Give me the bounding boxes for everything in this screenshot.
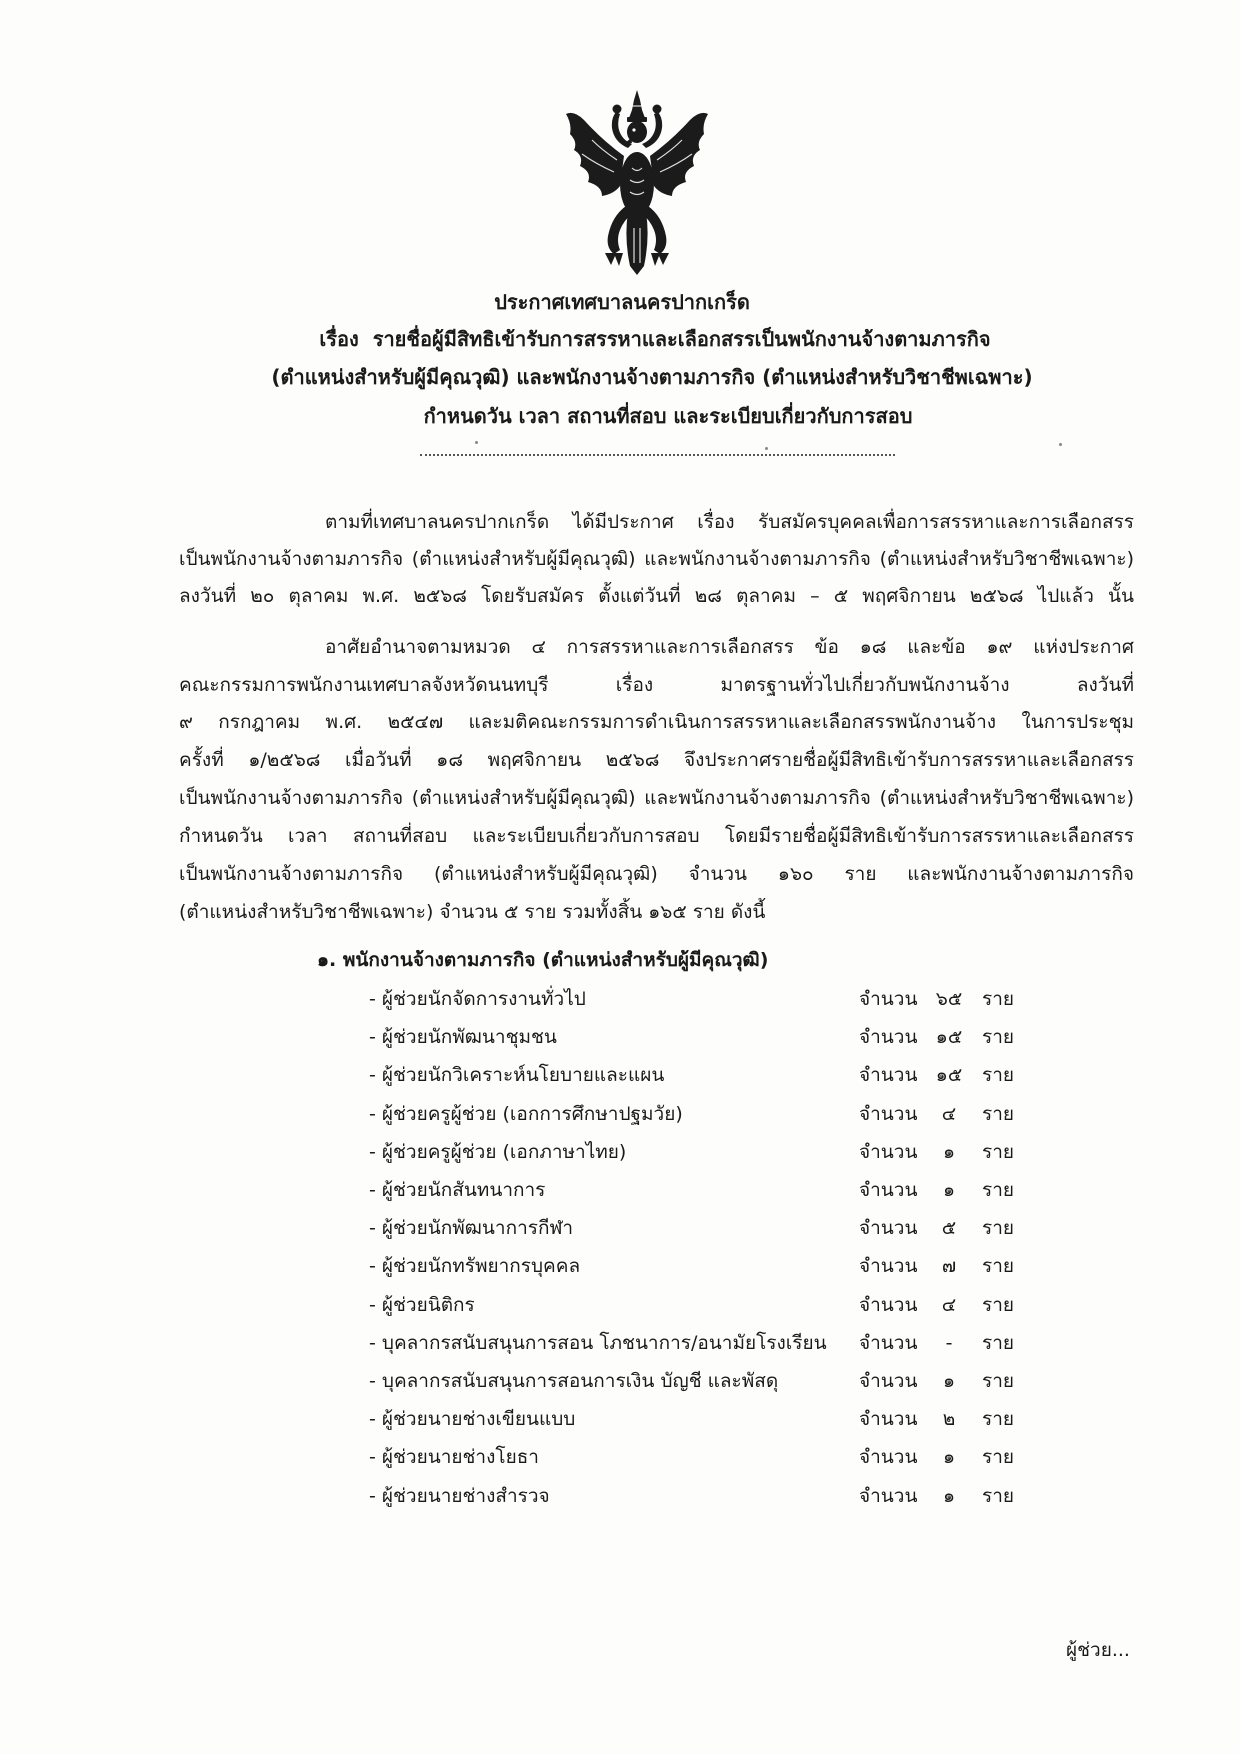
- count-value: ๔: [941, 1294, 957, 1316]
- list-item: [369, 1057, 1029, 1093]
- list-item: [369, 1287, 1029, 1323]
- scan-speck: [765, 447, 768, 450]
- paragraph-2-line-4: ครั้งที่ ๑/๒๕๖๘ เมื่อวันที่ ๑๘ พฤศจิกายน ๒๕๖๘ จึงประกาศรายชื่อผู้มีสิทธิเข้ารับการสรรหาและเลือกสรร: [179, 749, 1134, 771]
- list-item: [369, 1019, 1029, 1055]
- count-label: จำนวน: [859, 1332, 918, 1354]
- count-value: ๑: [942, 1370, 956, 1392]
- garuda-emblem: [562, 88, 712, 278]
- count-value: -: [945, 1332, 953, 1354]
- position-name: - ผู้ช่วยนักวิเคราะห์นโยบายและแผน: [369, 1064, 665, 1086]
- count-value: ๑: [942, 1485, 956, 1507]
- count-value: ๑: [942, 1179, 956, 1201]
- list-item: [369, 1248, 1029, 1284]
- list-item: [369, 1363, 1029, 1399]
- list-item: [369, 1134, 1029, 1170]
- unit-label: ราย: [982, 1103, 1015, 1125]
- unit-label: ราย: [982, 1026, 1015, 1048]
- count-label: จำนวน: [859, 1064, 918, 1086]
- paragraph-2-line-8: (ตำแหน่งสำหรับวิชาชีพเฉพาะ) จำนวน ๕ ราย รวมทั้งสิ้น ๑๖๕ ราย ดังนี้: [179, 901, 766, 923]
- list-item: [369, 981, 1029, 1017]
- count-label: จำนวน: [859, 1141, 918, 1163]
- section-1-heading: ๑. พนักงานจ้างตามภารกิจ (ตำแหน่งสำหรับผู้มีคุณวุฒิ): [317, 949, 769, 971]
- subject-line-3: กำหนดวัน เวลา สถานที่สอบ และระเบียบเกี่ยวกับการสอบ: [423, 404, 913, 428]
- position-name: - ผู้ช่วยนิติกร: [369, 1294, 475, 1316]
- position-name: - ผู้ช่วยนักพัฒนาการกีฬา: [369, 1217, 574, 1239]
- position-name: - บุคลากรสนับสนุนการสอน โภชนาการ/อนามัยโรงเรียน: [369, 1332, 827, 1354]
- unit-label: ราย: [982, 1332, 1015, 1354]
- count-label: จำนวน: [859, 1179, 918, 1201]
- position-name: - ผู้ช่วยนายช่างสำรวจ: [369, 1485, 550, 1507]
- position-name: - ผู้ช่วยนักจัดการงานทั่วไป: [369, 988, 586, 1010]
- scan-speck: [1059, 443, 1062, 446]
- count-label: จำนวน: [859, 1217, 918, 1239]
- unit-label: ราย: [982, 1408, 1015, 1430]
- list-item: [369, 1325, 1029, 1361]
- count-label: จำนวน: [859, 1255, 918, 1277]
- list-item: [369, 1439, 1029, 1475]
- paragraph-2-line-6: กำหนดวัน เวลา สถานที่สอบ และระเบียบเกี่ยวกับการสอบ โดยมีรายชื่อผู้มีสิทธิเข้ารับการสรรหาและเลือกสรร: [179, 825, 1134, 847]
- position-name: - ผู้ช่วยครูผู้ช่วย (เอกการศึกษาปฐมวัย): [369, 1103, 683, 1125]
- separator-dots: [420, 454, 895, 456]
- position-name: - ผู้ช่วยนักพัฒนาชุมชน: [369, 1026, 557, 1048]
- count-label: จำนวน: [859, 1026, 918, 1048]
- position-name: - ผู้ช่วยนักทรัพยากรบุคคล: [369, 1255, 581, 1277]
- unit-label: ราย: [982, 1179, 1015, 1201]
- unit-label: ราย: [982, 1141, 1015, 1163]
- count-label: จำนวน: [859, 988, 918, 1010]
- count-label: จำนวน: [859, 1370, 918, 1392]
- paragraph-2-line-1: อาศัยอำนาจตามหมวด ๔ การสรรหาและการเลือกสรร ข้อ ๑๘ และข้อ ๑๙ แห่งประกาศ: [325, 636, 1134, 658]
- paragraph-2-line-2: คณะกรรมการพนักงานเทศบาลจังหวัดนนทบุรี เรื่อง มาตรฐานทั่วไปเกี่ยวกับพนักงานจ้าง ลงวันที่: [179, 674, 1134, 696]
- paragraph-1-line-2: เป็นพนักงานจ้างตามภารกิจ (ตำแหน่งสำหรับผู้มีคุณวุฒิ) และพนักงานจ้างตามภารกิจ (ตำแหน่งสำหรับวิชาชีพเฉพาะ): [179, 548, 1134, 570]
- list-item: [369, 1096, 1029, 1132]
- count-label: จำนวน: [859, 1446, 918, 1468]
- scan-speck: [475, 441, 478, 444]
- count-value: ๗: [941, 1255, 957, 1277]
- page-title: ประกาศเทศบาลนครปากเกร็ด: [494, 290, 750, 314]
- unit-label: ราย: [982, 1446, 1015, 1468]
- unit-label: ราย: [982, 1255, 1015, 1277]
- count-value: ๑: [942, 1141, 956, 1163]
- count-label: จำนวน: [859, 1294, 918, 1316]
- paragraph-2-line-7: เป็นพนักงานจ้างตามภารกิจ (ตำแหน่งสำหรับผู้มีคุณวุฒิ) จำนวน ๑๖๐ ราย และพนักงานจ้างตามภารกิจ: [179, 863, 1134, 885]
- position-name: - บุคลากรสนับสนุนการสอนการเงิน บัญชี และพัสดุ: [369, 1370, 779, 1392]
- continuation-text: ผู้ช่วย...: [1066, 1639, 1130, 1661]
- paragraph-1-line-1: ตามที่เทศบาลนครปากเกร็ด ได้มีประกาศ เรื่อง รับสมัครบุคคลเพื่อการสรรหาและการเลือกสรร: [325, 511, 1134, 533]
- subject-line-2: (ตำแหน่งสำหรับผู้มีคุณวุฒิ) และพนักงานจ้างตามภารกิจ (ตำแหน่งสำหรับวิชาชีพเฉพาะ): [271, 365, 1033, 389]
- paragraph-1-line-3: ลงวันที่ ๒๐ ตุลาคม พ.ศ. ๒๕๖๘ โดยรับสมัคร ตั้งแต่วันที่ ๒๘ ตุลาคม – ๕ พฤศจิกายน ๒๕๖๘ ไปแล้ว นั้น: [179, 585, 1134, 607]
- count-value: ๕: [941, 1217, 957, 1239]
- count-label: จำนวน: [859, 1485, 918, 1507]
- position-name: - ผู้ช่วยครูผู้ช่วย (เอกภาษาไทย): [369, 1141, 627, 1163]
- count-label: จำนวน: [859, 1103, 918, 1125]
- position-name: - ผู้ช่วยนายช่างเขียนแบบ: [369, 1408, 576, 1430]
- list-item: [369, 1172, 1029, 1208]
- list-item: [369, 1478, 1029, 1514]
- unit-label: ราย: [982, 988, 1015, 1010]
- count-value: ๑: [942, 1446, 956, 1468]
- unit-label: ราย: [982, 1485, 1015, 1507]
- position-name: - ผู้ช่วยนายช่างโยธา: [369, 1446, 539, 1468]
- count-value: ๑๕: [935, 1064, 963, 1086]
- count-value: ๑๕: [935, 1026, 963, 1048]
- count-label: จำนวน: [859, 1408, 918, 1430]
- position-name: - ผู้ช่วยนักสันทนาการ: [369, 1179, 546, 1201]
- paragraph-2-line-5: เป็นพนักงานจ้างตามภารกิจ (ตำแหน่งสำหรับผู้มีคุณวุฒิ) และพนักงานจ้างตามภารกิจ (ตำแหน่งสำหรับวิชาชีพเฉพาะ): [179, 787, 1134, 809]
- subject-line-1: เรื่อง รายชื่อผู้มีสิทธิเข้ารับการสรรหาและเลือกสรรเป็นพนักงานจ้างตามภารกิจ: [319, 327, 991, 351]
- count-value: ๔: [941, 1103, 957, 1125]
- paragraph-2-line-3: ๙ กรกฎาคม พ.ศ. ๒๕๔๗ และมติคณะกรรมการดำเนินการสรรหาและเลือกสรรพนักงานจ้าง ในการประชุม: [179, 711, 1134, 733]
- list-item: [369, 1210, 1029, 1246]
- unit-label: ราย: [982, 1294, 1015, 1316]
- count-value: ๒: [942, 1408, 956, 1430]
- unit-label: ราย: [982, 1217, 1015, 1239]
- list-item: [369, 1401, 1029, 1437]
- count-value: ๖๕: [935, 988, 963, 1010]
- unit-label: ราย: [982, 1064, 1015, 1086]
- unit-label: ราย: [982, 1370, 1015, 1392]
